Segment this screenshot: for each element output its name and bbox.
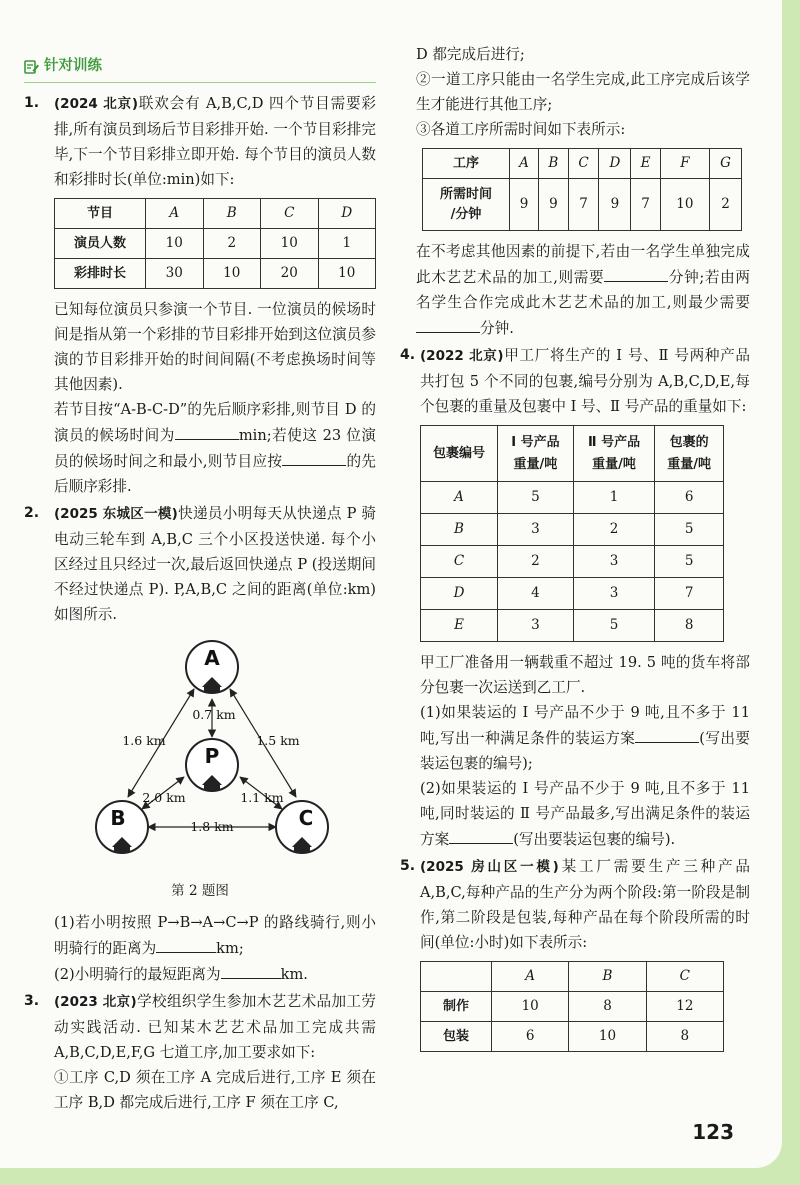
requirement: ①工序 C,D 须在工序 A 完成后进行,工序 E 须在工序 B,D 都完成后进行,工序 F 须在工序 C, — [54, 1069, 376, 1111]
table-cell: 5 — [655, 546, 724, 578]
question-1 — [24, 91, 376, 499]
question-number: 4. — [400, 347, 416, 363]
node-a — [186, 641, 238, 693]
question-number: 2. — [24, 505, 40, 521]
text-span: 分钟. — [480, 320, 514, 337]
table-cell: 10 — [492, 992, 569, 1022]
table-cell: 3 — [498, 514, 574, 546]
table-cell: E — [421, 610, 498, 642]
table-cell: 9 — [539, 179, 569, 231]
text-span: 分钟;若由两名学生合作完成此木艺艺术品的加工,则最少需要 — [416, 269, 751, 311]
node-label: P — [204, 744, 220, 768]
sub-question — [420, 776, 750, 852]
question-2-subparts — [24, 910, 376, 987]
table-header-cell: 包裹编号 — [421, 426, 498, 482]
edge-label: 1.8 km — [190, 819, 234, 834]
question-5 — [400, 854, 750, 1060]
table-cell: B — [421, 514, 498, 546]
table-cell: 2 — [710, 179, 742, 231]
question-source: (2025 东城区一模) — [54, 506, 178, 522]
table-cell: 7 — [568, 179, 599, 231]
text-span: 重量/吨 — [667, 456, 712, 472]
table-cell: 8 — [655, 610, 724, 642]
question-paragraph: 已知每位演员只参演一个节目. 一位演员的候场时间是指从第一个彩排的节目彩排开始到这位演员参演的节目彩排开始的时间间隔(不考虑换场时间等其他因素). — [54, 301, 376, 393]
table-cell: 10 — [146, 229, 204, 259]
table-cell: 6 — [655, 482, 724, 514]
question-source: (2025 房山区一模) — [420, 859, 559, 875]
text-span: 包裹的 — [669, 434, 709, 450]
distance-figure — [24, 629, 376, 879]
table-row-label: 演员人数 — [55, 229, 146, 259]
edge-label: 1.5 km — [256, 733, 300, 748]
table-cell: 8 — [569, 992, 646, 1022]
text-span: 的先后顺序彩排. — [54, 453, 376, 495]
table-header-cell: B — [203, 199, 261, 229]
answer-blank[interactable] — [175, 422, 239, 440]
table-cell: 1 — [318, 229, 376, 259]
node-label: C — [298, 806, 314, 830]
text-span: 重量/吨 — [513, 456, 558, 472]
table-cell: 10 — [569, 1022, 646, 1052]
answer-blank[interactable] — [604, 264, 668, 282]
question-4 — [400, 343, 750, 852]
text-span: Ⅱ 号产品 — [588, 434, 641, 450]
table-row — [421, 514, 724, 546]
edge-label: 2.0 km — [142, 790, 186, 805]
table-header-cell: 节目 — [55, 199, 146, 229]
edge-label: 1.6 km — [122, 733, 166, 748]
question-source: (2023 北京) — [54, 994, 137, 1010]
table-cell: 2 — [573, 514, 655, 546]
text-span: 在不考虑其他因素的前提下,若由一名学生单独完成此木艺艺术品的加工,则需要 — [416, 243, 750, 286]
table-header-cell — [421, 962, 492, 992]
table-row — [421, 610, 724, 642]
question-number: 5. — [400, 858, 416, 874]
table-header-cell: D — [318, 199, 376, 229]
table-header-cell: B — [539, 149, 569, 179]
question-2 — [24, 501, 376, 627]
answer-blank[interactable] — [449, 826, 513, 844]
table-cell: 10 — [261, 229, 319, 259]
question-paragraph: 甲工厂准备用一辆载重不超过 19. 5 吨的货车将部分包裹一次运送到乙工厂. — [420, 654, 750, 696]
node-b — [96, 801, 148, 853]
table-cell: 1 — [573, 482, 655, 514]
table-header-cell: G — [710, 149, 742, 179]
question-3 — [24, 989, 376, 1115]
text-span: /分钟 — [450, 206, 482, 222]
requirement-continued: D 都完成后进行; — [416, 46, 525, 63]
table-cell: 10 — [318, 259, 376, 289]
question-intro: 学校组织学生参加木艺艺术品加工劳动实践活动. 已知某木艺艺术品加工完成共需 A,B,C,D,E,F,G 七道工序,加工要求如下: — [54, 993, 376, 1061]
process-table — [422, 148, 742, 231]
text-span: min;若使这 23 位演员的候场时间之和最小,则节目应按 — [54, 427, 376, 470]
table-header-cell: E — [631, 149, 660, 179]
answer-blank[interactable] — [635, 725, 699, 743]
question-paragraph — [54, 397, 376, 499]
text-span: 若节目按“A-B-C-D”的先后顺序彩排,则节目 D 的演员的候场时间为 — [54, 401, 376, 444]
table-cell: 9 — [599, 179, 631, 231]
table-cell: 5 — [573, 610, 655, 642]
text-span: (2)小明骑行的最短距离为 — [54, 966, 221, 983]
table-header-cell: C — [568, 149, 599, 179]
table-cell: 10 — [203, 259, 261, 289]
question-intro: 快递员小明每天从快递点 P 骑电动三轮车到 A,B,C 三个小区投送快递. 每个小区经过且只经过一次,最后返回快递点 P (投送期间不经过快递点 P). P,A,B,C 之间的距离(单位:km)如图所示. — [54, 505, 376, 623]
table-row-label: 制作 — [421, 992, 492, 1022]
requirement: ②一道工序只能由一名学生完成,此工序完成后该学生才能进行其他工序; — [416, 71, 750, 113]
table-cell: 10 — [660, 179, 709, 231]
node-c — [276, 801, 328, 853]
table-row — [421, 1022, 724, 1052]
table-header-cell: 工序 — [423, 149, 510, 179]
table-cell: 2 — [203, 229, 261, 259]
text-span: 所需时间 — [439, 186, 492, 202]
table-row — [421, 482, 724, 514]
left-column — [24, 40, 376, 1117]
table-row-label: 彩排时长 — [55, 259, 146, 289]
sub-question — [54, 910, 376, 961]
text-span: 重量/吨 — [592, 456, 636, 472]
table-cell: 8 — [646, 1022, 723, 1052]
table-cell: 3 — [573, 578, 655, 610]
answer-blank[interactable] — [282, 448, 346, 466]
question-intro: 某工厂需要生产三种产品 A,B,C,每种产品的生产分为两个阶段:第一阶段是制作,第二阶段是包装,每种产品在每个阶段所需的时间(单位:小时)如下表所示: — [420, 858, 750, 951]
answer-blank[interactable] — [221, 961, 281, 979]
distance-diagram — [24, 629, 376, 869]
node-p — [186, 739, 238, 791]
text-span: (2)如果装运的 Ⅰ 号产品不少于 9 吨,且不多于 11 吨,同时装运的 Ⅱ 号产品最多,写出满足条件的装运方案 — [420, 780, 750, 848]
table-header-cell — [498, 426, 574, 482]
question-number: 1. — [24, 95, 40, 111]
table-header-cell: C — [261, 199, 319, 229]
table-row-label: 包装 — [421, 1022, 492, 1052]
figure-caption: 第 2 题图 — [171, 883, 229, 899]
sub-question — [420, 700, 750, 776]
table-row — [421, 992, 724, 1022]
table-cell: 4 — [498, 578, 574, 610]
text-span: km; — [216, 940, 244, 957]
question-source: (2024 北京) — [54, 96, 139, 112]
table-header-cell — [655, 426, 724, 482]
question-intro: 联欢会有 A,B,C,D 四个节目需要彩排,所有演员到场后节目彩排开始. 一个节目彩排完毕,下一个节目彩排立即开始. 每个节目的演员人数和彩排时长(单位:min)如下: — [54, 95, 376, 188]
program-table — [54, 198, 376, 289]
text-span: Ⅰ 号产品 — [511, 434, 560, 450]
table-cell: 7 — [655, 578, 724, 610]
table-cell: 20 — [261, 259, 319, 289]
table-header-cell: A — [510, 149, 539, 179]
product-table — [420, 961, 724, 1052]
table-cell: 3 — [498, 610, 574, 642]
table-row-label — [423, 179, 510, 231]
text-span: (写出要装运包裹的编号). — [513, 831, 676, 848]
answer-blank[interactable] — [416, 315, 480, 333]
table-header-cell: C — [646, 962, 723, 992]
table-cell: 12 — [646, 992, 723, 1022]
section-title: 针对训练 — [44, 58, 102, 74]
page-number: 123 — [692, 1120, 734, 1144]
table-header-cell: F — [660, 149, 709, 179]
node-label: B — [110, 806, 126, 830]
right-column — [400, 42, 750, 1062]
text-span: (写出要装运包裹的编号); — [420, 730, 751, 772]
text-span: km. — [280, 966, 308, 983]
table-header-cell: A — [146, 199, 204, 229]
pencil-note-icon — [24, 59, 40, 75]
table-header-cell: D — [599, 149, 631, 179]
edge-label: 0.7 km — [192, 707, 236, 722]
requirement: ③各道工序所需时间如下表所示: — [416, 121, 626, 138]
table-cell: 9 — [510, 179, 539, 231]
edge-label: 1.1 km — [240, 790, 284, 805]
package-table — [420, 425, 724, 642]
table-header-cell: A — [492, 962, 569, 992]
table-cell: 6 — [492, 1022, 569, 1052]
text-span: (1)如果装运的 Ⅰ 号产品不少于 9 吨,且不多于 11 吨,写出一种满足条件的装运方案 — [420, 704, 750, 747]
table-cell: A — [421, 482, 498, 514]
table-cell: 30 — [146, 259, 204, 289]
answer-blank[interactable] — [156, 935, 216, 953]
sub-question — [54, 961, 376, 987]
table-header-cell: B — [569, 962, 646, 992]
table-cell: 2 — [498, 546, 574, 578]
section-header — [24, 54, 376, 83]
table-cell: 3 — [573, 546, 655, 578]
question-number: 3. — [24, 993, 40, 1009]
table-row — [421, 578, 724, 610]
question-source: (2022 北京) — [420, 348, 504, 364]
question-intro: 甲工厂将生产的 Ⅰ 号、Ⅱ 号两种产品共打包 5 个不同的包裹,编号分别为 A,B,C,D,E,每个包裹的重量及包裹中 Ⅰ 号、Ⅱ 号产品的重量如下: — [420, 347, 750, 415]
table-cell: C — [421, 546, 498, 578]
table-row — [421, 546, 724, 578]
table-cell: 5 — [655, 514, 724, 546]
table-header-cell — [573, 426, 655, 482]
node-label: A — [204, 646, 220, 670]
text-span: (1)若小明按照 P→B→A→C→P 的路线骑行,则小明骑行的距离为 — [54, 914, 376, 957]
table-cell: 5 — [498, 482, 574, 514]
question-paragraph — [400, 239, 750, 341]
table-cell: 7 — [631, 179, 660, 231]
table-cell: D — [421, 578, 498, 610]
